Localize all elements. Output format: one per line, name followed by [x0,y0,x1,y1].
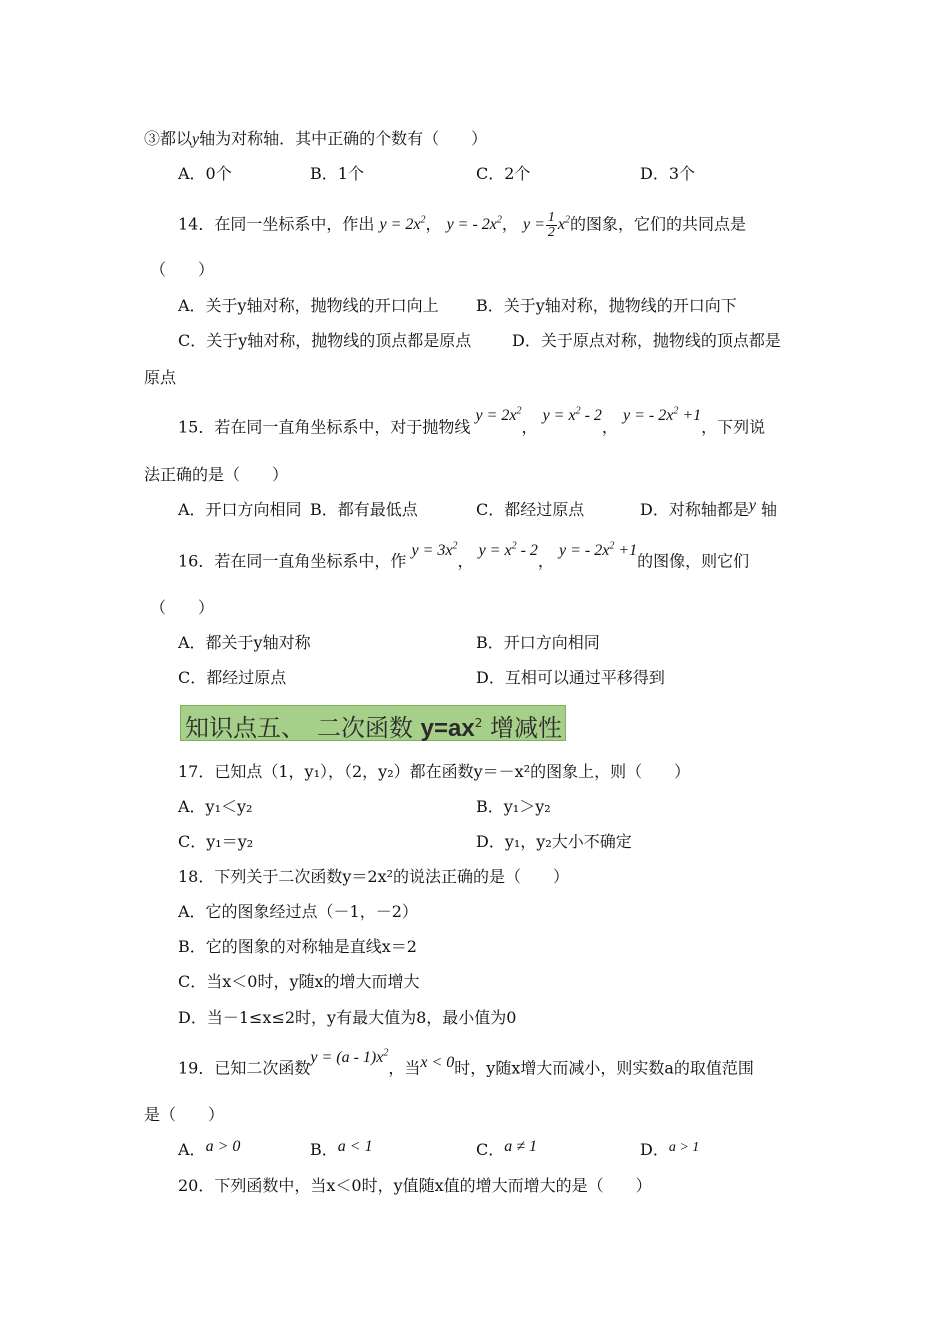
q13-statement-3: ③都以y轴为对称轴．其中正确的个数有（ ） [144,129,488,148]
section-heading-banner: 知识点五、 二次函数 $y=ax^2$ 增减性 [180,705,566,741]
q16-stem: 16．若在同一直角坐标系中，作 $y = 3x^2$， $y = x^2 - 2$， y = - $2x^2 +1$的图像，则它们 [178,541,750,571]
q16-option-c: C．都经过原点 [178,668,287,687]
q14-formula-3: y = $\frac{1}{2}$ $x^2$ [522,210,570,241]
q15-formula-1: $y = 2x^2$ [475,406,522,425]
q18-option-a: A．它的图象经过点（－1，－2） [178,902,418,921]
q18-stem: 18．下列关于二次函数y＝2x²的说法正确的是（ ） [178,867,570,886]
q16-option-a: A．都关于y轴对称 [178,633,311,652]
q16-formula-1: $y = 3x^2$ [411,541,458,560]
q14-option-a: A．关于y轴对称，抛物线的开口向上 [178,296,439,315]
q15-option-d: D．对称轴都是y 轴 [640,497,778,519]
q17-option-a: A．y₁＜y₂ [178,797,253,816]
q14-option-d-cont: 原点 [144,368,177,387]
q14-option-d: D．关于原点对称，抛物线的顶点都是 [512,331,781,350]
q19-stem: 19．已知二次函数$y = (a - 1)x^2$，当x < 0时，y随x增大而减小，则实数a的取值范围 [178,1048,754,1078]
q19-condition: x < 0 [420,1054,455,1072]
q15-formula-2: $y = x^2 - 2$ [542,406,602,425]
q19-option-c: C．a ≠ 1 [476,1138,538,1159]
q15-stem: 15．若在同一直角坐标系中，对于抛物线 $y = 2x^2$， $y = x^2 - 2$， y = - $2x^2 +1$，下列说 [178,406,766,437]
q14-stem: 14．在同一坐标系中，作出 $y = 2x^2$， y = - $2x^2$， y = $\frac{1}{2}$ $x^2$的图象，它们的共同点是 [178,210,747,241]
q19-option-a: A．a > 0 [178,1138,241,1159]
q19-option-d: D．a > 1 [640,1140,700,1159]
q15-stem-cont: 法正确的是（ ） [144,465,289,484]
q16-option-b: B．开口方向相同 [476,633,600,652]
q14-formula-1: $y = 2x^2$ [379,215,426,234]
q18-option-d: D．当－1≤x≤2时，y有最大值为8，最小值为0 [178,1008,517,1027]
q18-option-b: B．它的图象的对称轴是直线x＝2 [178,937,417,956]
q13-option-c: C．2个 [476,164,531,183]
q13-option-a: A．0个 [178,164,232,183]
q15-option-c: C．都经过原点 [476,500,585,519]
q19-option-b: B．a < 1 [310,1138,373,1159]
q13-option-d: D．3个 [640,164,696,183]
q14-formula-2: y = - $2x^2$ [446,215,502,234]
q15-formula-3: y = - $2x^2 +1$ [622,406,702,425]
q15-option-a: A．开口方向相同 [178,500,302,519]
q16-option-d: D．互相可以通过平移得到 [476,668,665,687]
q16-formula-2: $y = x^2 - 2$ [478,541,538,560]
q17-option-b: B．y₁＞y₂ [476,797,551,816]
q14-paren: （ ） [150,260,215,279]
q17-option-d: D．y₁，y₂大小不确定 [476,832,632,851]
q20-stem: 20．下列函数中，当x＜0时，y值随x值的增大而增大的是（ ） [178,1176,652,1195]
q16-formula-3: y = - $2x^2 +1$ [558,541,638,560]
q18-option-c: C．当x＜0时，y随x的增大而增大 [178,972,420,991]
q17-stem: 17．已知点（1，y₁），（2，y₂）都在函数y＝－x²的图象上，则（ ） [178,762,691,781]
q14-option-b: B．关于y轴对称，抛物线的开口向下 [476,296,737,315]
q19-formula: $y = (a - 1)x^2$ [310,1048,389,1067]
q16-paren: （ ） [150,598,215,617]
q19-stem-cont: 是（ ） [144,1105,225,1124]
q14-option-c: C．关于y轴对称，抛物线的顶点都是原点 [178,331,472,350]
q17-option-c: C．y₁＝y₂ [178,832,254,851]
q15-option-b: B．都有最低点 [310,500,418,519]
q13-option-b: B．1个 [310,164,364,183]
